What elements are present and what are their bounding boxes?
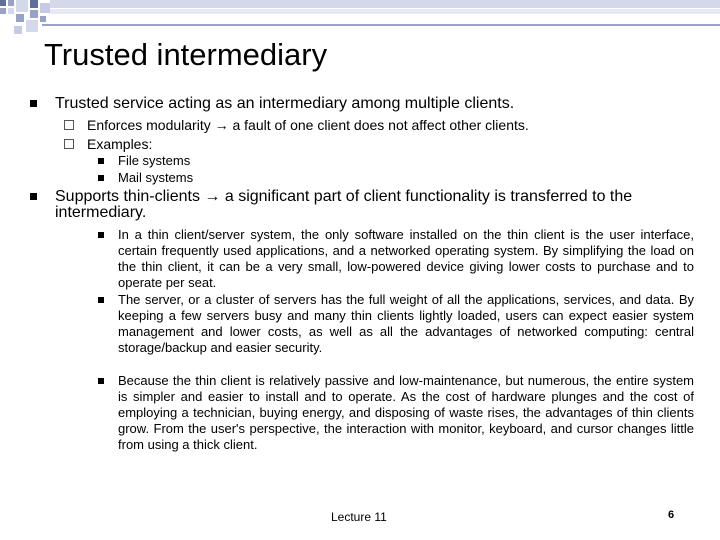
bullet-text: In a thin client/server system, the only software installed on the thin client is the user interface, certain frequently used applications, and a networked operating system. By simplifying the load on the thin client, it can be a very small, low-powered device giving lower costs to purchase and to operate per seat. [118, 227, 694, 290]
square-bullet-icon [98, 232, 104, 238]
bullet-text: Supports thin-clients → a significant part of client functionality is transferred to the intermediary. [55, 188, 633, 221]
bullet-modularity [64, 116, 529, 134]
bullet-text: Because the thin client is relatively passive and low-maintenance, but numerous, the entire system is simpler and easier to install and to operate. As the cost of hardware plunges and the cost of employing a technician, buying energy, and disposing of waste rises, the advantages of thin clients grow. From the user's perspective, the interaction with monitor, keyboard, and cursor changes little from using a thick client. [118, 373, 694, 452]
bullet-text: Mail systems [118, 170, 194, 185]
bullet-mail-systems [98, 170, 694, 186]
bullet-examples [64, 135, 152, 153]
bullet-text: Trusted service acting as an intermediary among multiple clients. [55, 95, 515, 112]
bullet-passive-client [98, 373, 694, 453]
hollow-square-bullet-icon [64, 120, 74, 130]
bullet-file-systems [98, 153, 694, 169]
bullet-text: File systems [118, 153, 191, 168]
bullet-text: Enforces modularity → a fault of one client does not affect other clients. [87, 117, 529, 133]
bullet-text: The server, or a cluster of servers has the full weight of all the applications, services, and data. By keeping a few servers busy and many thin clients lightly loaded, users can expect easier system management and lower costs, as well as all the advantages of networked computing: central storage/backup and easier security. [118, 292, 694, 355]
bullet-thin-clients [30, 189, 705, 221]
slide-title: Trusted intermediary [44, 37, 328, 72]
square-bullet-icon [98, 378, 104, 384]
square-bullet-icon [30, 193, 37, 200]
page-number: 6 [668, 509, 675, 521]
square-bullet-icon [98, 175, 104, 181]
square-bullet-icon [98, 297, 104, 303]
square-bullet-icon [30, 100, 37, 107]
bullet-server-cluster [98, 292, 694, 356]
header-decoration [0, 0, 720, 40]
square-bullet-icon [98, 158, 104, 164]
hollow-square-bullet-icon [64, 139, 74, 149]
bullet-trusted-service [30, 96, 705, 112]
bullet-text: Examples: [87, 136, 153, 152]
bullet-thin-client-system [98, 227, 694, 291]
footer-label: Lecture 11 [331, 510, 387, 524]
